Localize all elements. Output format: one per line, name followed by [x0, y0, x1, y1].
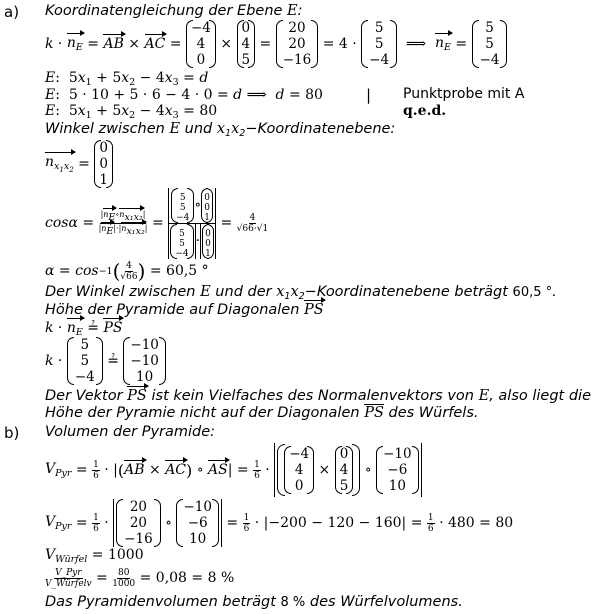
part-a-heading: Koordinatengleichung der Ebene E:: [45, 3, 303, 19]
part-b-heading: Volumen der Pyramide:: [45, 424, 216, 440]
vector-n-x1x2: 0 0 1: [94, 140, 113, 188]
cos-result-fraction: $\frac{4}{√66\cdot√1}$: [236, 212, 269, 234]
height-vector-equation: k · 5 5 −4 ≟ −10 −10 10: [45, 336, 166, 386]
vector-ps: −10 −10 10: [123, 337, 166, 385]
vector-cross-product: 20 20 −16: [276, 20, 319, 68]
alpha-result-line: α = cos −1 ( $\frac{4}{√66}$ ) = 60,5 °: [45, 259, 209, 283]
angle-conclusion: Der Winkel zwischen E und der $x_1x_2-Koordinatenebene$ beträgt 60,5 °.: [45, 284, 557, 302]
volume-conclusion: Das Pyramidenvolumen beträgt 8 % des Würfelvolumens.: [45, 594, 463, 610]
height-conclusion-line-2: Höhe der Pyramie nicht auf der Diagonalen PS des Würfels.: [45, 405, 479, 421]
height-heading: Höhe der Pyramide auf Diagonalen PS: [45, 302, 324, 318]
volume-formula-line-1: $V_{Pyr}$ = $\frac{1}{6}$ · | ( AB × AC ) ∘ AS | = $\frac{1}{6}$ · −4 4 0 × 0 4 5 ∘ −10 −6 10: [45, 444, 422, 496]
qed-label: q.e.d.: [403, 103, 447, 119]
cos-vector-fraction: 5 5 −4 ∘ 0 0 1 5 5 −4 · 0 0 1: [168, 188, 216, 259]
angle-heading: Winkel zwischen E und $x_1x_2-Koordinatenebene$:: [45, 121, 396, 139]
vector-ac: 0 4 5: [237, 20, 256, 68]
part-a-label: a): [4, 3, 20, 21]
side-note-point-test: Punktprobe mit A: [403, 86, 525, 102]
vector-ab: −4 4 0: [186, 20, 216, 68]
cos-generic-fraction: $\frac{|n_E\circ n_{x_1x_2}|}{|n_E|\cdot|n_{x_1x_2}|}$: [98, 209, 148, 237]
part-b-label: b): [4, 424, 20, 442]
volume-ratio: $\frac{\text{V\_Pyr}}{\text{V\_Würfelv}}$ = $\frac{80}{1000}$ = 0,08 = 8 %: [45, 567, 235, 589]
n-x1x2-vector-line: $n_{x_1x_2}$ = 0 0 1: [45, 140, 113, 188]
height-equation: $k \cdot n_E$ ≟ PS: [45, 320, 123, 338]
plane-equation-point-test: E: 5 · 10 + 5 · 6 − 4 · 0 = d ⟹ d = 80: [45, 87, 323, 103]
vector-normal: 5 5 −4: [67, 337, 103, 385]
height-conclusion-line-1: Der Vektor PS ist kein Vielfaches des Normalenvektors von E, also liegt die: [45, 388, 591, 404]
separator: |: [366, 86, 372, 104]
vector-normal-result: 5 5 −4: [472, 20, 508, 68]
plane-equation-final: E: $5x_1 + 5x_2 - 4x_3 = 80$: [45, 103, 218, 121]
cos-alpha-formula: cosα = $\frac{|n_E\circ n_{x_1x_2}|}{|n_E|\cdot|n_{x_1x_2}|}$ = 5 5 −4 ∘ 0 0 1 5 5 −4 · 0 0 1 = $\frac{4}{√66\cdot√1}$: [45, 188, 268, 258]
plane-equation-general: E: $5x_1 + 5x_2 - 4x_3 = d$: [45, 70, 209, 88]
volume-formula-line-2: $V_{Pyr}$ = $\frac{1}{6}$ · 20 20 −16 ∘ −10 −6 10 = $\frac{1}{6}$ · |−200 − 120 − 160| = $\frac{1}{6}$ · 480 = 80: [45, 499, 514, 547]
normal-vector-equation: k · $n_E$ = AB × AC = −4 4 0 × 0 4 5 = 20 20 −16 = 4 · 5 5 −4 ⟹ $n_E$ = 5 5 −4: [45, 20, 507, 68]
vector-scaled: 5 5 −4: [361, 20, 397, 68]
cube-volume: $V_{Würfel} = 1000$: [45, 547, 144, 565]
